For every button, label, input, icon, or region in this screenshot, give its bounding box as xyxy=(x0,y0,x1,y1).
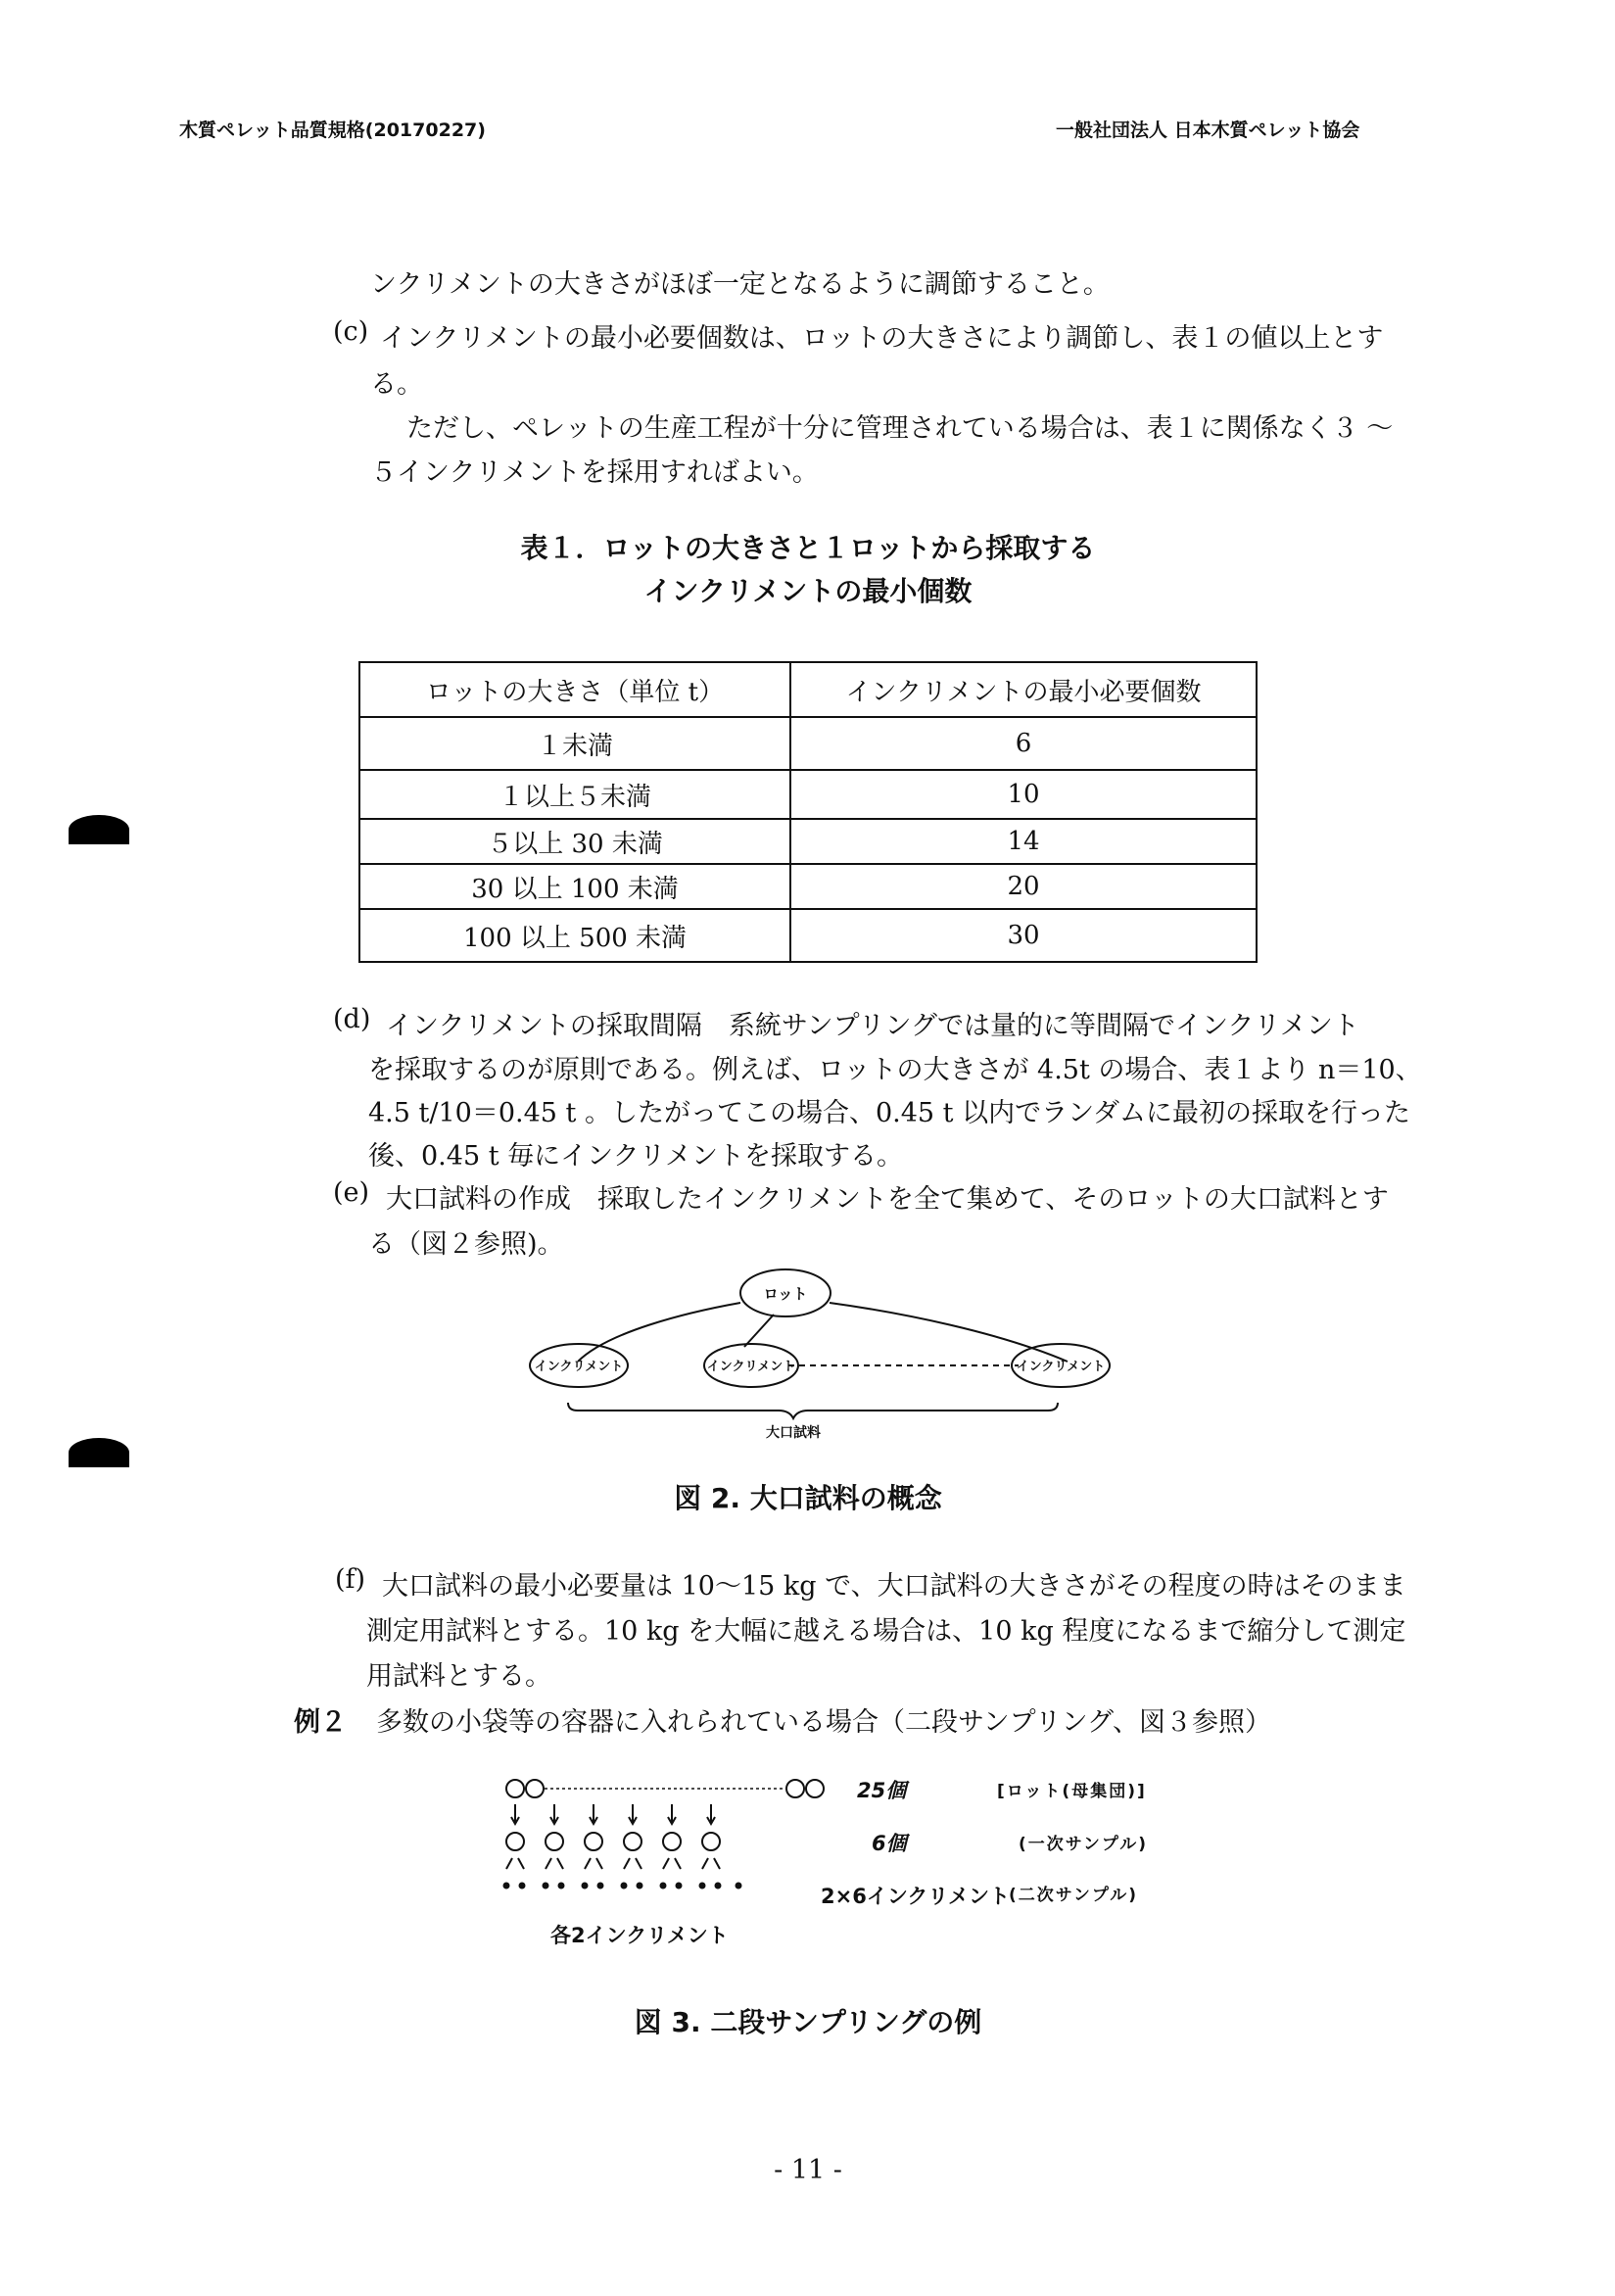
split-line xyxy=(546,1858,551,1869)
header-right: 一般社団法人 日本木質ペレット協会 xyxy=(1056,120,1360,141)
table-row xyxy=(359,864,1257,909)
increment-dot xyxy=(504,1884,509,1889)
figure-2-caption: 図 2. 大口試料の概念 xyxy=(674,1482,942,1514)
text-line: ンクリメントの大きさがほぼ一定となるように調節すること。 xyxy=(370,269,1110,300)
table-cell: 10 xyxy=(790,770,1257,819)
text-line: 大口試料の最小必要量は 10～15 kg で、大口試料の大きさがその程度の時はそのまま xyxy=(382,1571,1406,1602)
increment-dot xyxy=(544,1884,548,1889)
table-header-cell: ロットの大きさ（単位 t） xyxy=(359,662,790,717)
table-title-line2: インクリメントの最小個数 xyxy=(643,575,973,607)
connector-line xyxy=(744,1315,774,1347)
split-line xyxy=(585,1858,591,1869)
increment-label: インクリメント xyxy=(534,1360,624,1374)
primary-sample-circle xyxy=(506,1833,524,1850)
split-line xyxy=(624,1858,630,1869)
figure-3-caption: 図 3. 二段サンプリングの例 xyxy=(634,2006,982,2038)
bracket xyxy=(568,1403,1058,1418)
primary-sample-circle xyxy=(585,1833,602,1850)
increment-dot xyxy=(622,1884,627,1889)
example-2-text: 多数の小袋等の容器に入れられている場合（二段サンプリング、図３参照） xyxy=(376,1707,1271,1738)
item-label-e: (e) xyxy=(333,1177,370,1208)
increment-dot xyxy=(638,1884,642,1889)
row2-desc: (一次サンプル) xyxy=(1019,1835,1149,1854)
split-line xyxy=(506,1858,512,1869)
bracket-label: 大口試料 xyxy=(766,1425,821,1441)
split-line xyxy=(702,1858,708,1869)
table-header-row xyxy=(359,662,1257,717)
row1-desc: [ロット(母集団)] xyxy=(997,1782,1147,1801)
row2-count: 6個 xyxy=(872,1832,907,1855)
population-circle xyxy=(786,1780,804,1797)
table-cell: ５以上 30 未満 xyxy=(359,819,790,864)
primary-sample-circle xyxy=(546,1833,563,1850)
increment-dot xyxy=(716,1884,721,1889)
text-line: ただし、ペレットの生産工程が十分に管理されている場合は、表１に関係なく３ ～ xyxy=(406,413,1394,444)
example-2-label: 例２ xyxy=(294,1707,347,1738)
split-line xyxy=(518,1858,524,1869)
table-row xyxy=(359,819,1257,864)
table-cell: 30 以上 100 未満 xyxy=(359,864,790,909)
text-line: 測定用試料とする。10 kg を大幅に越える場合は、10 kg 程度になるまで縮分して測定 xyxy=(366,1616,1406,1647)
figure-2-diagram xyxy=(534,1264,1116,1441)
increment-dot xyxy=(520,1884,525,1889)
text-line: を採取するのが原則である。例えば、ロットの大きさが 4.5t の場合、表１より n＝10、 xyxy=(368,1055,1422,1085)
each-increment-label: 各2インクリメント xyxy=(550,1924,729,1947)
text-line: ５インクリメントを採用すればよい。 xyxy=(370,457,819,488)
increment-label: インクリメント xyxy=(1016,1360,1106,1374)
split-line xyxy=(675,1858,681,1869)
primary-sample-circle xyxy=(624,1833,641,1850)
increment-dot xyxy=(598,1884,603,1889)
connector-line xyxy=(578,1303,740,1362)
table-row xyxy=(359,717,1257,770)
table-cell: １以上５未満 xyxy=(359,770,790,819)
increment-dot xyxy=(700,1884,705,1889)
primary-sample-circle xyxy=(702,1833,720,1850)
split-line xyxy=(714,1858,720,1869)
primary-sample-circle xyxy=(663,1833,681,1850)
table-cell: 100 以上 500 未満 xyxy=(359,909,790,962)
table-cell: 14 xyxy=(790,819,1257,864)
row1-count: 25個 xyxy=(857,1779,907,1802)
text-line: 後、0.45 t 毎にインクリメントを採取する。 xyxy=(368,1141,904,1172)
item-label-f: (f) xyxy=(335,1564,366,1595)
split-line xyxy=(663,1858,669,1869)
punch-mark xyxy=(69,1438,129,1467)
table-cell: 6 xyxy=(790,717,1257,770)
page-number: - 11 - xyxy=(774,2155,842,2185)
figure-3-diagram xyxy=(499,1763,813,1920)
table-header-cell: インクリメントの最小必要個数 xyxy=(790,662,1257,717)
population-circle xyxy=(526,1780,544,1797)
table-title-line1: 表１．ロットの大きさと１ロットから採取する xyxy=(520,532,1096,564)
split-line xyxy=(557,1858,563,1869)
text-line: る（図２参照)。 xyxy=(368,1229,564,1260)
table-row xyxy=(359,909,1257,962)
text-line: インクリメントの採取間隔 系統サンプリングでは量的に等間隔でインクリメント xyxy=(386,1011,1359,1041)
population-circle xyxy=(806,1780,824,1797)
increment-dot xyxy=(583,1884,588,1889)
table-row xyxy=(359,770,1257,819)
increment-dot xyxy=(736,1884,741,1889)
increment-dot xyxy=(677,1884,682,1889)
punch-mark xyxy=(69,815,129,844)
text-line: 用試料とする。 xyxy=(366,1661,551,1692)
text-line: る。 xyxy=(370,369,423,400)
table-cell: 30 xyxy=(790,909,1257,962)
row3-count: 2×6インクリメント xyxy=(821,1885,1010,1908)
split-line xyxy=(596,1858,602,1869)
increment-dot xyxy=(559,1884,564,1889)
table-title xyxy=(416,527,1200,613)
increment-table xyxy=(358,661,1258,963)
table-cell: １未満 xyxy=(359,717,790,770)
text-line: 4.5 t/10＝0.45 t 。したがってこの場合、0.45 t 以内でランダムに最初の採取を行った xyxy=(368,1098,1411,1128)
split-line xyxy=(636,1858,641,1869)
connector-line xyxy=(830,1303,1068,1362)
item-label-c: (c) xyxy=(333,316,369,347)
text-line: インクリメントの最小必要個数は、ロットの大きさにより調節し、表１の値以上とす xyxy=(380,323,1384,354)
text-line: 大口試料の作成 採取したインクリメントを全て集めて、そのロットの大口試料とす xyxy=(386,1184,1389,1215)
item-label-d: (d) xyxy=(333,1004,371,1034)
population-circle xyxy=(506,1780,524,1797)
row3-desc: (二次サンプル) xyxy=(1009,1886,1139,1905)
lot-label: ロット xyxy=(763,1285,808,1303)
increment-dot xyxy=(661,1884,666,1889)
increment-label: インクリメント xyxy=(706,1360,796,1374)
header-left: 木質ペレット品質規格(20170227) xyxy=(179,120,486,141)
table-cell: 20 xyxy=(790,864,1257,909)
